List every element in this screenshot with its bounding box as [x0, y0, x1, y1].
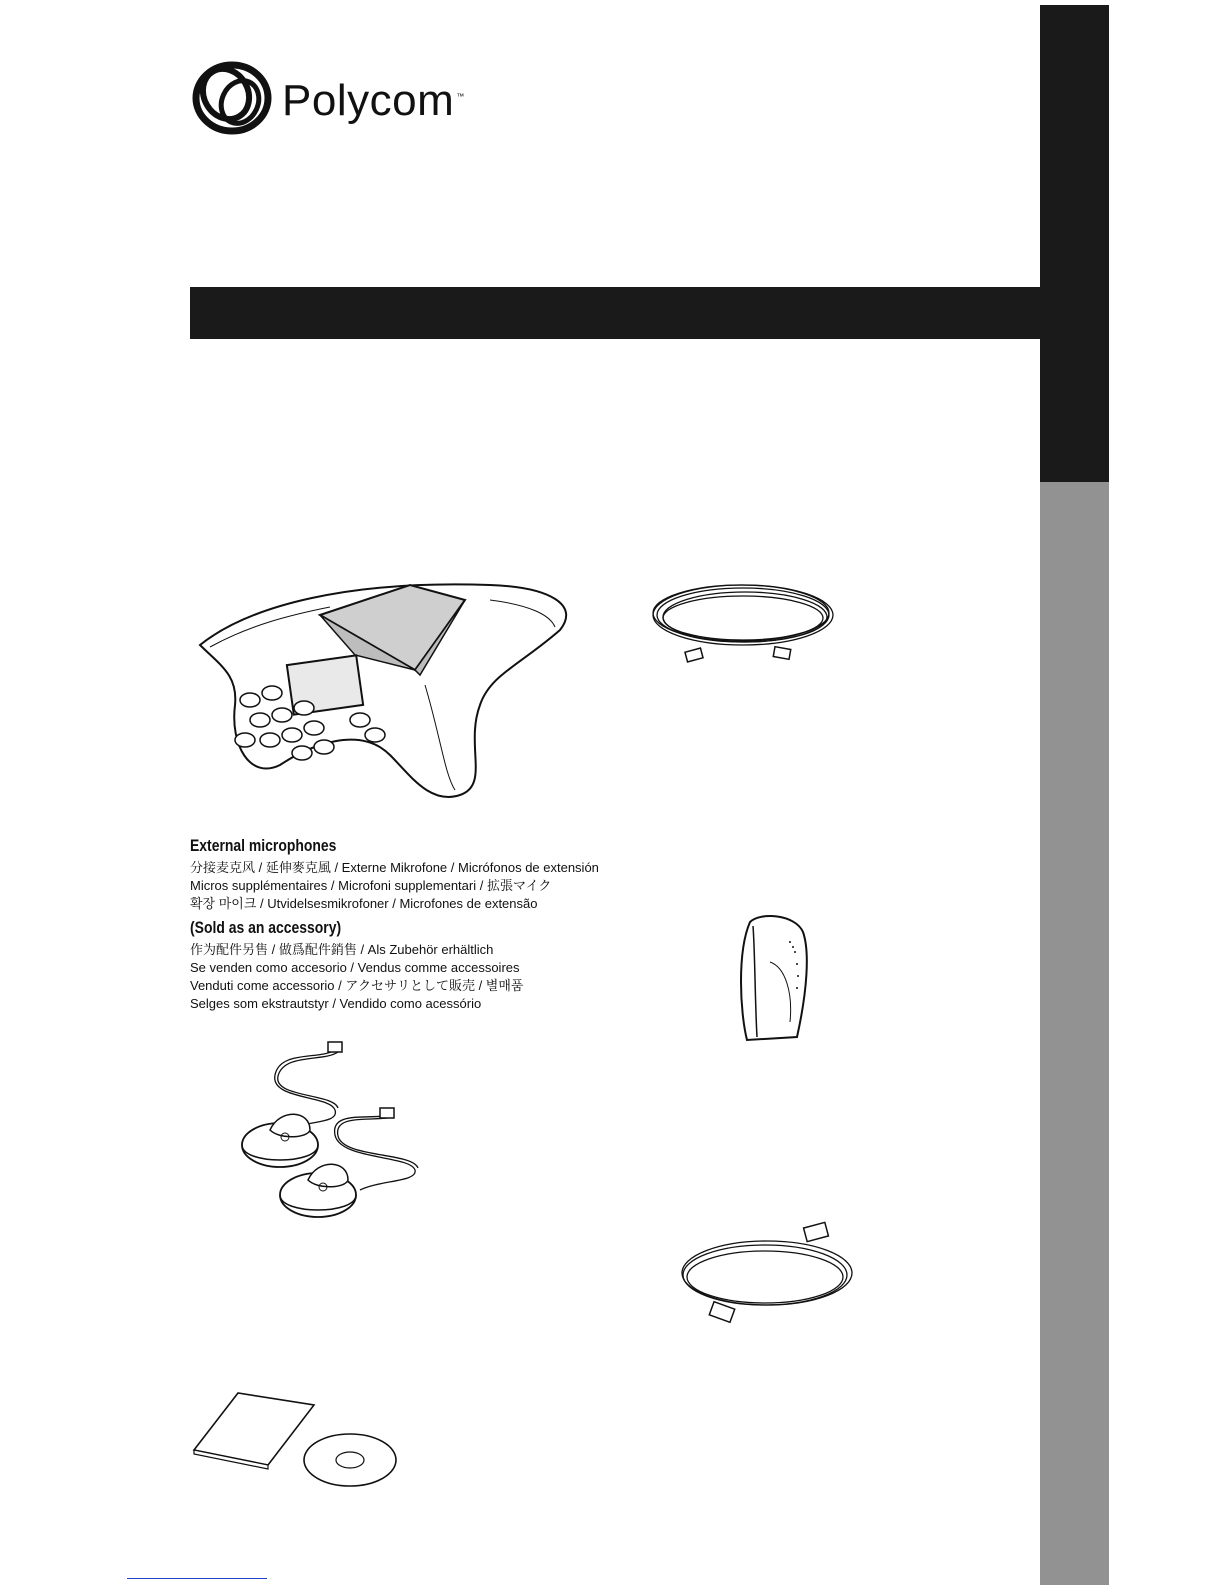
title-bar — [190, 287, 1050, 339]
side-tab-dark — [1040, 5, 1109, 482]
caption-line: Micros supplémentaires / Microfoni supplementari / 拡張マイク — [190, 878, 552, 893]
caption-line: Se venden como accesorio / Vendus comme accessoires — [190, 960, 520, 975]
external-microphones-icon — [240, 1040, 440, 1240]
bottom-link-underline — [127, 1578, 267, 1579]
caption-line: Selges som ekstrautstyr / Vendido como acessório — [190, 996, 482, 1011]
sold-as-accessory-heading: (Sold as an accessory) — [190, 918, 342, 937]
caption-line: 확장 마이크 / Utvidelsesmikrofoner / Microfones de extensão — [190, 896, 538, 911]
caption-line: Venduti come accessorio / アクセサリとして販売 / 별매품 — [190, 978, 524, 993]
caption-block — [190, 833, 630, 1013]
short-cable-icon — [675, 1220, 855, 1330]
side-tab-grey — [1040, 482, 1109, 1585]
booklet-and-cd-icon — [190, 1385, 410, 1495]
caption-line: 分接麦克风 / 延伸麥克風 / Externe Mikrofone / Micrófonos de extensión — [190, 860, 599, 875]
conference-phone-icon — [190, 575, 590, 805]
wall-module-icon — [735, 912, 815, 1042]
caption-line: 作为配件另售 / 做爲配件銷售 / Als Zubehör erhältlich — [190, 942, 494, 957]
polycom-logo-mark-icon — [190, 58, 275, 138]
polycom-wordmark: Polycom ™ — [282, 76, 465, 125]
external-microphones-heading: External microphones — [190, 836, 337, 855]
coiled-cable-icon — [648, 570, 848, 670]
